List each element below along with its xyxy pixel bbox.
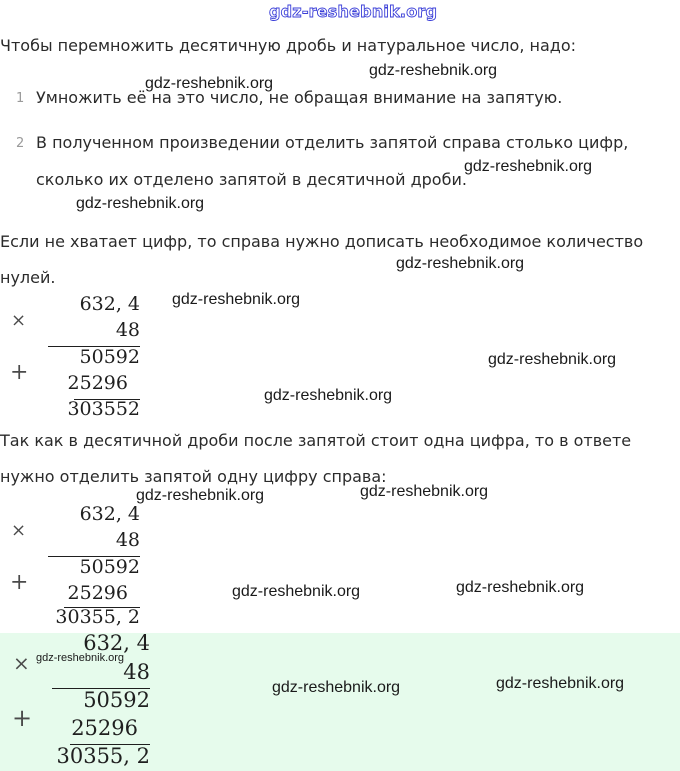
watermark-12: gdz-reshebnik.org — [456, 579, 585, 596]
watermark-8: gdz-reshebnik.org — [264, 387, 393, 404]
calc2-multiplier: 48 — [115, 529, 140, 551]
calc3-multiplier: 48 — [123, 660, 150, 684]
explain-line2: нужно отделить запятой одну цифру справа: — [0, 467, 387, 486]
calc1-partial-1: 50592 — [79, 346, 140, 368]
watermark-11: gdz-reshebnik.org — [232, 583, 361, 600]
calc1-multiplicand: 632, 4 — [79, 293, 140, 315]
calc3-multiply-sign: × — [13, 651, 30, 675]
watermark-10: gdz-reshebnik.org — [360, 483, 489, 500]
calc2-partial-1: 50592 — [79, 556, 140, 578]
calc2-partial-2: 25296 — [67, 582, 128, 604]
calc1-plus-sign: + — [10, 360, 29, 385]
watermark-13: gdz-reshebnik.org — [36, 652, 125, 664]
calc3-partial-1: 50592 — [83, 688, 150, 712]
watermark-15: gdz-reshebnik.org — [496, 675, 625, 692]
watermark-1: gdz-reshebnik.org — [145, 75, 274, 92]
calc2-plus-sign: + — [10, 570, 29, 595]
top-watermark: gdz-reshebnik.org — [269, 2, 438, 21]
watermark-5: gdz-reshebnik.org — [396, 255, 525, 272]
step-2-number: 2 — [16, 136, 25, 151]
watermark-6: gdz-reshebnik.org — [172, 291, 301, 308]
explain-line1: Так как в десятичной дроби после запятой стоит одна цифра, то в ответе — [0, 431, 632, 450]
calc3-result: 30355, 2 — [56, 744, 150, 768]
calc1-multiplier: 48 — [115, 319, 140, 341]
calc3-partial-2: 25296 — [71, 716, 138, 740]
calc1-multiply-sign: × — [11, 310, 27, 331]
step-1-text: Умножить её на это число, не обращая внимание на запятую. — [36, 88, 563, 107]
step-2-text-line1: В полученном произведении отделить запятой справа столько цифр, — [36, 133, 629, 152]
intro-text: Чтобы перемножить десятичную дробь и натуральное число, надо: — [0, 36, 576, 55]
step-2-text-line2: сколько их отделено запятой в десятичной дроби. — [36, 170, 467, 189]
step-1-number: 1 — [16, 91, 25, 106]
calc2-multiplicand: 632, 4 — [79, 503, 140, 525]
calc2-result: 30355, 2 — [55, 606, 140, 628]
watermark-3: gdz-reshebnik.org — [464, 158, 593, 175]
note-line2: нулей. — [0, 268, 56, 287]
watermark-9: gdz-reshebnik.org — [136, 487, 265, 504]
calc3-multiplicand: 632, 4 — [83, 631, 150, 655]
watermark-7: gdz-reshebnik.org — [488, 351, 617, 368]
watermark-2: gdz-reshebnik.org — [369, 62, 498, 79]
note-line1: Если не хватает цифр, то справа нужно дописать необходимое количество — [0, 232, 644, 251]
calc2-multiply-sign: × — [11, 520, 27, 541]
watermark-4: gdz-reshebnik.org — [76, 195, 205, 212]
calc1-result: 303552 — [67, 398, 140, 420]
watermark-14: gdz-reshebnik.org — [272, 679, 401, 696]
calc3-plus-sign: + — [12, 704, 33, 732]
calc1-partial-2: 25296 — [67, 372, 128, 394]
